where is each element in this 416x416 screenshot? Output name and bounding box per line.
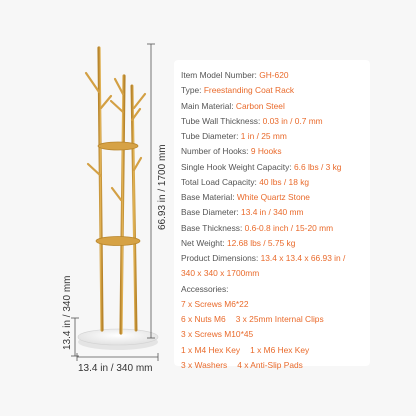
lower-shelf xyxy=(96,237,140,246)
spec-net-weight: Net Weight: 12.68 lbs / 5.75 kg xyxy=(181,237,296,248)
spec-product-dimensions-cont: 340 x 340 x 1700mm xyxy=(181,268,260,279)
spec-hook-capacity: Single Hook Weight Capacity: 6.6 lbs / 3 kg xyxy=(181,161,342,172)
spec-list xyxy=(181,68,373,373)
spec-base-diameter: Base Diameter: 13.4 in / 340 mm xyxy=(181,207,304,218)
accessories-title: Accessories: xyxy=(181,283,229,294)
spec-type: Type: Freestanding Coat Rack xyxy=(181,85,295,96)
spec-tube-diameter: Tube Diameter: 1 in / 25 mm xyxy=(181,131,287,141)
spec-main-material: Main Material: Carbon Steel xyxy=(181,100,285,111)
spec-base-material: Base Material: White Quartz Stone xyxy=(181,192,310,202)
base-diameter-dimension-label: 13.4 in / 340 mm xyxy=(78,363,153,374)
spec-tube-wall: Tube Wall Thickness: 0.03 in / 0.7 mm xyxy=(181,115,323,126)
rack-tubes xyxy=(99,48,136,333)
upper-shelf xyxy=(98,142,138,150)
height-dimension-line xyxy=(147,44,155,338)
spec-product-dimensions: Product Dimensions: 13.4 x 13.4 x 66.93 in / xyxy=(181,253,346,263)
accessory-row: 1 x M4 Hex Key 1 x M6 Hex Key xyxy=(181,344,310,355)
spec-model: Item Model Number: GH-620 xyxy=(181,70,289,80)
spec-hooks: Number of Hooks: 9 Hooks xyxy=(181,146,282,157)
rack-base xyxy=(78,329,158,345)
accessory-row: 3 x Washers 4 x Anti-Slip Pads xyxy=(181,359,303,370)
spec-total-load: Total Load Capacity: 40 lbs / 18 kg xyxy=(181,176,310,187)
accessory-row: 6 x Nuts M6 3 x 25mm Internal Clips xyxy=(181,314,324,324)
accessory-row: 3 x Screws M10*45 xyxy=(181,329,254,340)
base-diameter-dimension-line xyxy=(77,353,158,361)
spec-base-thickness: Base Thickness: 0.6-0.8 inch / 15-20 mm xyxy=(181,222,334,233)
rack-hooks xyxy=(86,73,145,200)
height-dimension-label: 66.93 in / 1700 mm xyxy=(157,144,168,230)
base-height-dimension-label: 13.4 in / 340 mm xyxy=(62,275,73,350)
accessory-row: 7 x Screws M6*22 xyxy=(181,298,249,309)
